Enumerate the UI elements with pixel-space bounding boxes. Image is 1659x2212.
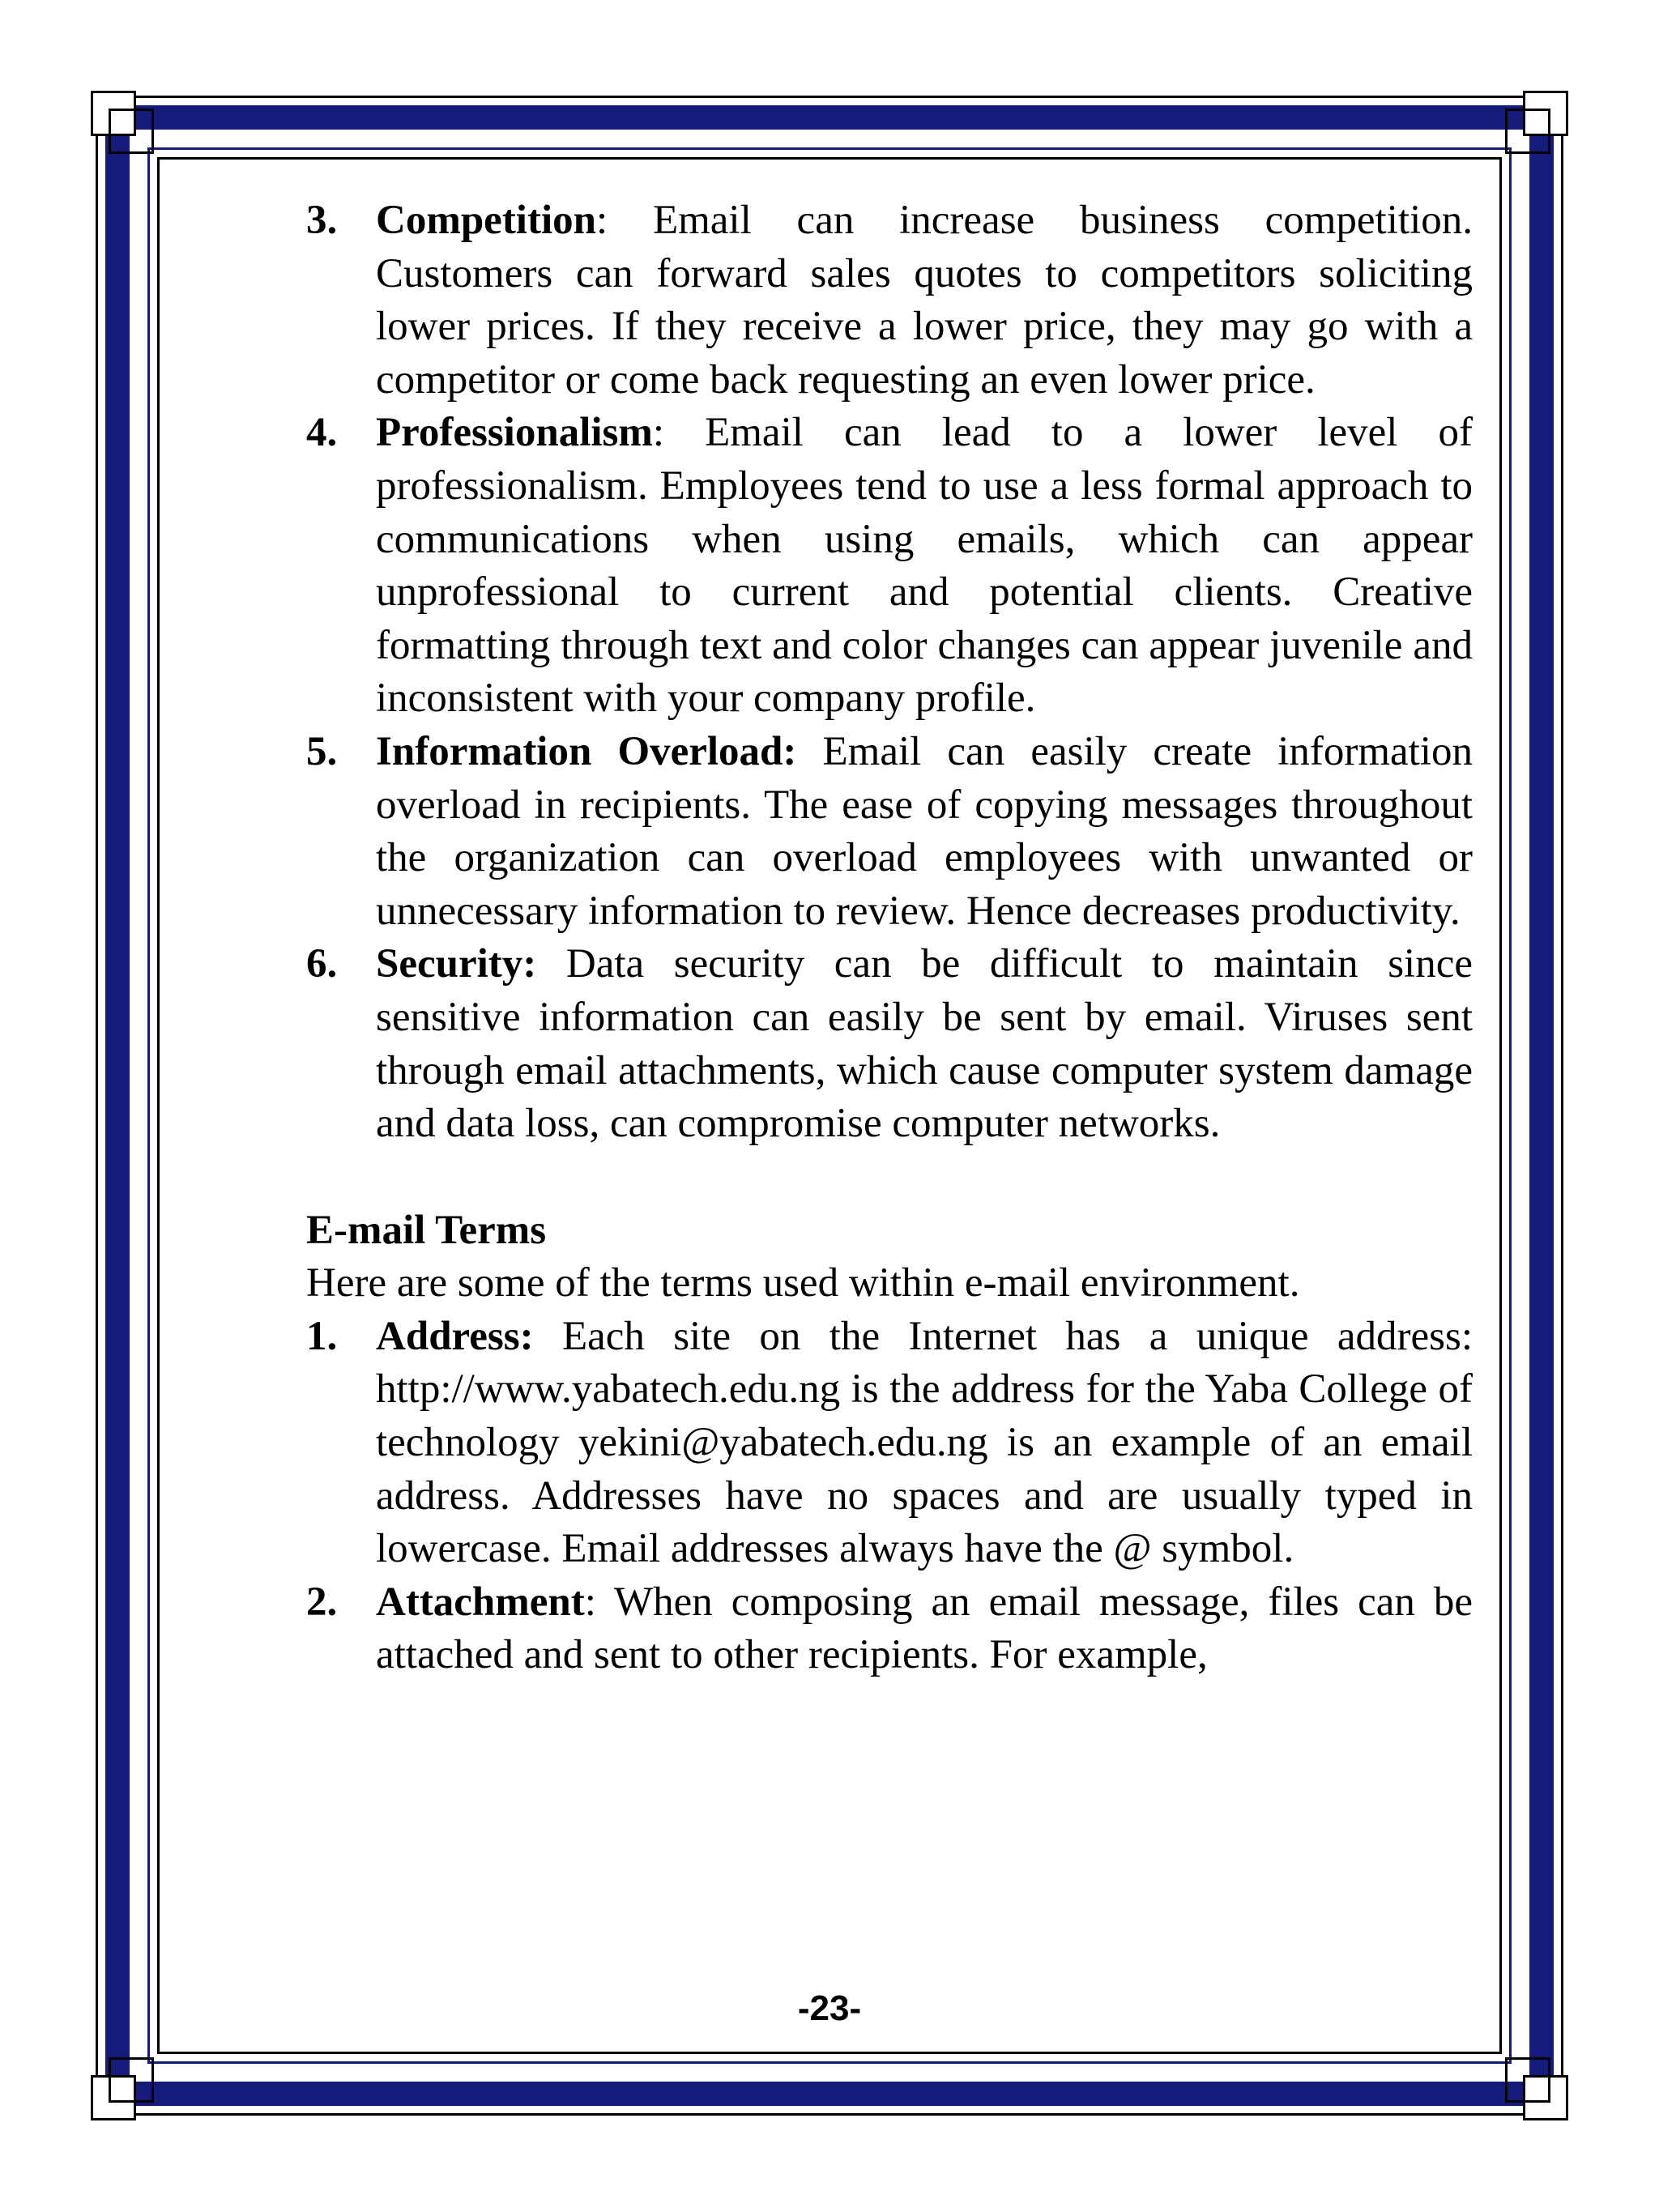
item-text: Each site on the Internet has a unique address: http://www.yabatech.edu.ng is the address for the Yaba College of technology yekini@yabatech.edu.ng is an example of an email address. Addresses have no spaces and are usually typed in lowercase. Email addresses always have the @ symbol. <box>376 1313 1473 1572</box>
list-item-security <box>306 938 1473 1150</box>
email-terms-list <box>306 1311 1473 1682</box>
item-term: Attachment <box>376 1579 585 1625</box>
corner-ornament-top-right <box>1503 91 1568 156</box>
item-term: Competition <box>376 198 596 243</box>
item-number: 3. <box>306 198 338 243</box>
list-item-information-overload <box>306 726 1473 938</box>
corner-ornament-top-left <box>91 91 156 156</box>
corner-ornament-bottom-left <box>91 2056 156 2120</box>
item-term: Security: <box>376 941 537 987</box>
list-item-professionalism <box>306 407 1473 726</box>
item-number: 2. <box>306 1579 338 1625</box>
item-number: 5. <box>306 728 338 774</box>
item-text: Email can increase business competition. Customers can forward sales quotes to competitors soliciting lower prices. If they receive a lower price, they may go with a competitor or come back requesting an even lower price. <box>376 198 1473 403</box>
item-term: Information Overload: <box>376 728 797 774</box>
page-content <box>306 194 1473 1682</box>
item-separator: : <box>652 410 665 456</box>
disadvantages-list <box>306 194 1473 1151</box>
item-text: Email can lead to a lower level of professionalism. Employees tend to use a less formal approach to communications when using emails, which can appear unprofessional to current and potential clients. Creative formatting through text and color changes can appear juvenile and inconsistent with your company profile. <box>376 410 1473 722</box>
list-item-attachment <box>306 1576 1473 1682</box>
item-term: Address: <box>376 1313 534 1359</box>
list-item-competition <box>306 194 1473 407</box>
item-number: 4. <box>306 410 338 456</box>
item-text: Email can easily create information overload in recipients. The ease of copying messages throughout the organization can overload employees with unwanted or unnecessary information to review. Hence decreases productivity. <box>376 728 1473 934</box>
list-item-address <box>306 1311 1473 1576</box>
item-term: Professionalism <box>376 410 653 456</box>
section-heading: E-mail Terms <box>306 1207 547 1253</box>
item-number: 6. <box>306 941 338 987</box>
page-number: -23- <box>797 1988 862 2028</box>
item-number: 1. <box>306 1313 338 1359</box>
item-separator: : <box>595 198 608 243</box>
item-text: Data security can be difficult to maintain since sensitive information can easily be sent by email. Viruses sent through email attachments, which cause computer system damage and data loss, can compromise computer networks. <box>376 941 1473 1147</box>
corner-ornament-bottom-right <box>1503 2056 1568 2120</box>
item-separator: : <box>584 1579 596 1625</box>
section-intro: Here are some of the terms used within e-mail environment. <box>306 1260 1300 1306</box>
item-text: When composing an email message, files can be attached and sent to other recipients. For example, <box>376 1579 1473 1678</box>
